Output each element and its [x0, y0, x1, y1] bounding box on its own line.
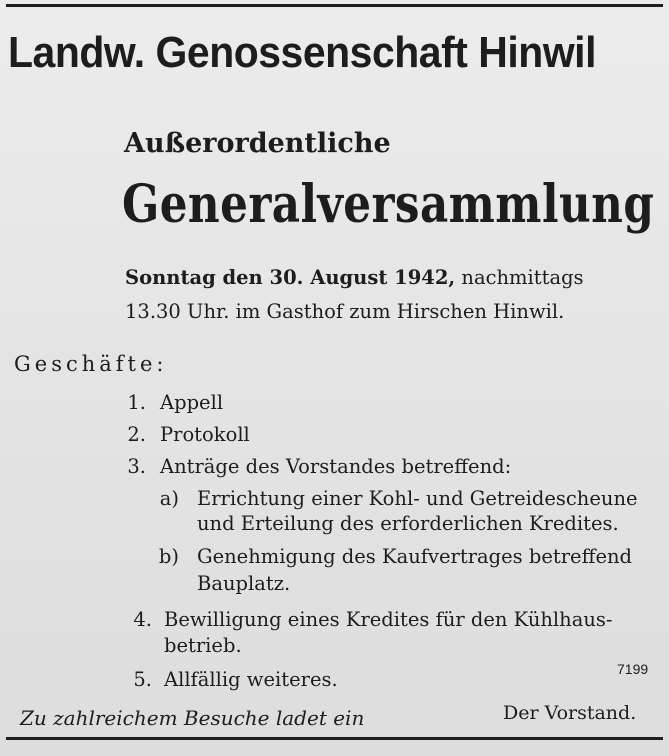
signature: Der Vorstand.: [503, 702, 637, 724]
agenda-item-number: 2.: [127, 423, 146, 446]
agenda-item-number: 1.: [127, 391, 146, 414]
agenda-heading: Geschäfte:: [14, 352, 168, 376]
invitation-text: Zu zahlreichem Besuche ladet ein: [20, 706, 365, 730]
notice-title: Generalversammlung: [122, 174, 655, 235]
top-rule: [6, 4, 663, 7]
meeting-date: [125, 266, 655, 289]
agenda-item-text: betrieb.: [164, 634, 242, 657]
agenda-item-number: 5.: [133, 668, 152, 691]
agenda-item-text: Genehmigung des Kaufvertrages betreffend: [197, 545, 633, 568]
agenda-item-text: Allfällig weiteres.: [164, 668, 338, 691]
meeting-date-bold: Sonntag den 30. August 1942,: [125, 266, 456, 289]
agenda-item-text: Bewilligung eines Kredites für den Kühlhaus-: [164, 608, 613, 631]
agenda-item-number: a): [159, 487, 179, 510]
agenda-item-number: b): [158, 545, 179, 568]
agenda-item-text: Protokoll: [160, 423, 250, 446]
meeting-time-place: 13.30 Uhr. im Gasthof zum Hirschen Hinwil.: [125, 300, 565, 323]
agenda-item-text: Appell: [160, 391, 224, 414]
agenda-item-number: 4.: [133, 608, 152, 631]
agenda-item-number: 3.: [127, 455, 146, 478]
agenda-item-text: und Erteilung des erforderlichen Kredites.: [197, 512, 619, 535]
bottom-rule: [6, 737, 663, 740]
agenda-item-text: Anträge des Vorstandes betreffend:: [160, 455, 512, 478]
agenda-item-text: Errichtung einer Kohl- und Getreidescheune: [197, 487, 638, 510]
ad-code: 7199: [617, 661, 649, 677]
agenda-item-text: Bauplatz.: [197, 572, 291, 595]
organization-header: Landw. Genossenschaft Hinwil: [8, 28, 596, 77]
notice-subtitle: Außerordentliche: [124, 128, 391, 159]
meeting-date-rest: nachmittags: [455, 266, 584, 289]
